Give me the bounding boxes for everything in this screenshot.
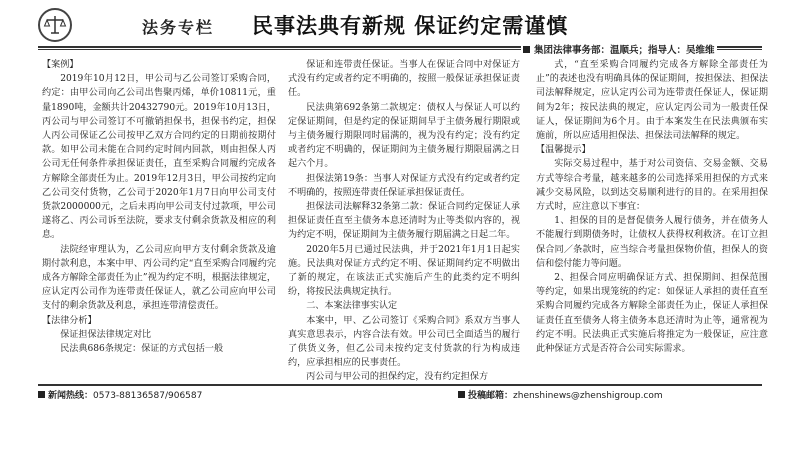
paragraph: 担保法第19条：当事人对保证方式没有约定或者约定不明确的，按照连带责任保证承担保证责任。 xyxy=(288,173,520,198)
paragraph: 民法典第692条第二款规定：债权人与保证人可以约定保证期间，但是约定的保证期间早于主债务履行期限或与主债务履行期限同时届满的，视为没有约定；没有约定或者约定不明确的，保证期间为主债务履行期限届满之日起六个月。 xyxy=(288,102,520,170)
masthead xyxy=(38,8,762,44)
square-bullet-icon xyxy=(458,391,465,398)
square-bullet-icon xyxy=(38,391,45,398)
article-column-3 xyxy=(536,58,768,356)
headline: 民事法典有新规 保证约定需谨慎 xyxy=(252,14,569,38)
paragraph: 本案中，甲、乙公司签订《采购合同》系双方当事人真实意思表示，内容合法有效。甲公司已全面适当的履行了供货义务，但乙公司未按约定支付货款的行为构成违约，应承担相应的民事责任。 xyxy=(288,315,520,369)
paragraph: 式，“直至采购合同履约完成各方解除全部责任为止”的表述也没有明确具体的保证期间，按担保法、担保法司法解释规定，应认定丙公司为连带责任保证人，保证期间为2年；按民法典的规定，应认定丙公司为一般责任保证人，保证期间为6个月。由于本案发生在民法典颁布实施前，所以应适用担保法、担保法司法解释的规定。 xyxy=(536,60,768,142)
paragraph: 丙公司与甲公司的担保约定，没有约定担保方 xyxy=(306,372,489,383)
column-tag: 法务专栏 xyxy=(142,18,215,37)
paragraph: 实际交易过程中，基于对公司资信、交易金额、交易方式等综合考量，越来越多的公司选择采用担保的方式来减少交易风险，以到达交易顺利进行的目的。在采用担保方式时，应注意以下事宜： xyxy=(536,159,768,213)
submission-email xyxy=(458,388,663,401)
paragraph: 1、担保的目的是督促债务人履行债务，并在债务人不能履行到期债务时，让债权人获得权利救济。在订立担保合同／条款时，应当综合考量担保物价值，担保人的资信和偿付能力等问题。 xyxy=(536,216,768,269)
byline-text: 集团法律事务部：温顺兵；指导人：吴维维 xyxy=(534,45,715,56)
paragraph: 民法典686条规定：保证的方式包括一般 xyxy=(60,344,224,355)
paragraph: 保证担保法律规定对比 xyxy=(60,329,152,340)
hotline-label: 新闻热线： xyxy=(48,391,94,401)
email-label: 投稿邮箱： xyxy=(468,391,514,401)
section-heading: 【温馨提示】 xyxy=(536,145,591,156)
paragraph: 担保法司法解释32条第二款：保证合同约定保证人承担保证责任直至主债务本息还清时为止等类似内容的，视为约定不明，保证期间为主债务履行期届满之日起二年。 xyxy=(288,202,520,241)
news-hotline xyxy=(38,388,202,401)
email-address: zhenshinews@zhenshigroup.com xyxy=(513,391,663,401)
paragraph: 法院经审理认为，乙公司应向甲方支付剩余货款及逾期付款利息，本案中甲、丙公司约定“直至采购合同履约完成各方解除全部责任为止”视为约定不明，根据法律规定，应认定丙公司作为连带责任保证人，就乙公司应向甲公司支付的剩余货款及利息，承担连带清偿责任。 xyxy=(42,244,276,312)
section-heading: 【法律分析】 xyxy=(42,315,97,326)
article-column-2 xyxy=(288,58,520,385)
section-heading: 【案例】 xyxy=(42,60,79,70)
paragraph: 二、本案法律事实认定 xyxy=(306,301,398,312)
byline xyxy=(521,42,717,56)
hotline-number: 0573-88136587/906587 xyxy=(93,391,203,401)
article-column-1 xyxy=(42,58,276,356)
paragraph: 保证和连带责任保证。当事人在保证合同中对保证方式没有约定或者约定不明确的，按照一般保证承担保证责任。 xyxy=(288,60,520,99)
scales-of-justice-icon xyxy=(38,8,72,42)
paragraph: 2、担保合同应明确保证方式、担保期间、担保范围等约定，如果出现笼统的约定：如保证人承担的责任直至采购合同履约完成各方解除全部责任为止，保证人承担保证责任直至债务人将主债务本息还清时为止等，通常视为约定不明。民法典正式实施后将推定为一般保证，应注意此种保证方式是否符合公司实际需求。 xyxy=(536,273,768,355)
square-bullet-icon xyxy=(523,46,530,53)
footer-rule xyxy=(38,384,762,386)
footer xyxy=(38,388,762,402)
paragraph: 2019年10月12日，甲公司与乙公司签订采购合同，约定：由甲公司向乙公司出售聚丙烯，单价10811元，重量1890吨，金额共计20432790元。2019年10月13日，丙公司与甲公司签订不可撤销担保书，担保书约定，担保人丙公司保证乙公司按甲乙双方合同约定的日期前按期付款。如甲公司未能在合同约定时间内回款，则由担保人丙公司无任何条件承担保证责任，直至采购合同履约完成各方解除全部责任为止。2019年12月3日，甲公司按约定向乙公司交付货物，乙公司于2020年1月7日向甲公司支付货款2000000元，之后未再向甲公司支付过款项，甲公司遂将乙、丙公司诉至法院，要求支付剩余货款及相应的利息。 xyxy=(42,74,276,241)
paragraph: 2020年5月已通过民法典，并于2021年1月1日起实施。民法典对保证方式约定不明、保证期间约定不明做出了新的规定，在该法正式实施后产生的此类约定不明纠纷，将按民法典规定执行。 xyxy=(288,244,520,298)
